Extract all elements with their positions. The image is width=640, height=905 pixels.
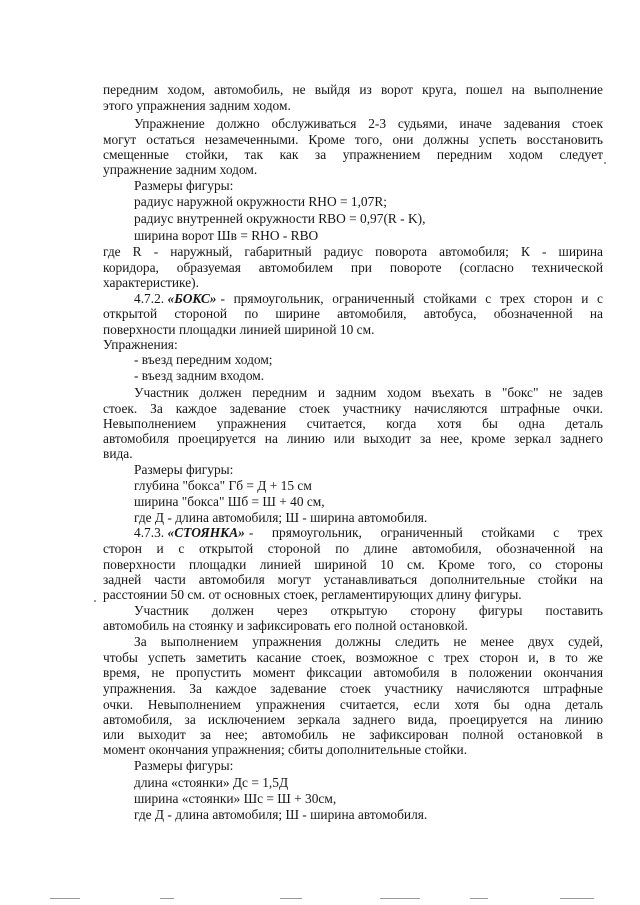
- text-line: задней части автомобиля могут устанавливаться дополнительные стойки на: [103, 572, 603, 587]
- text-line: радиус наружной окружности RНО = 1,07R;: [134, 194, 387, 209]
- scan-edge-mark: [160, 898, 174, 899]
- text-line: ширина «стоянки» Шс = Ш + 30см,: [134, 791, 337, 806]
- text-line: где Д - длина автомобиля; Ш - ширина автомобиля.: [134, 510, 428, 525]
- scan-edge-mark: [50, 898, 80, 899]
- text-line: время, не пропустить момент фиксации автомобиля в положении окончания: [103, 665, 603, 680]
- section-heading-box: [134, 291, 603, 307]
- scan-speck: [94, 600, 96, 602]
- text-line: поверхности площадки линией шириной 10 см. Кроме того, со стороны: [103, 557, 603, 572]
- text-line: глубина "бокса" Гб = Д + 15 см: [134, 478, 312, 493]
- scan-edge-mark: [280, 898, 302, 899]
- text-line: могут остаться незамеченными. Кроме того, они должны успеть восстановить: [103, 132, 603, 147]
- text-line: момент окончания упражнения; сбиты дополнительные стойки.: [103, 742, 468, 757]
- text-line: автомобиля, за исключением зеркала заднего вида, проецируется на линию: [103, 712, 603, 727]
- text-line: вида.: [103, 446, 133, 461]
- text-line: За выполнением упражнения должны следить не менее двух судей,: [134, 634, 603, 649]
- scan-edge-mark: [560, 898, 594, 899]
- scan-speck: [604, 162, 606, 164]
- text-line: автомобиль на стоянку и зафиксировать его полной остановкой.: [103, 618, 468, 633]
- text-line: коридора, образуемая автомобилем при повороте (согласно технической: [103, 260, 603, 275]
- text-line: Размеры фигуры:: [134, 758, 234, 773]
- text-line: смещенные стойки, так как за упражнением передним ходом следует: [103, 147, 603, 162]
- text-line: Упражнение должно обслуживаться 2-3 судьями, иначе задевания стоек: [134, 116, 603, 131]
- text-line: характеристике).: [103, 275, 199, 290]
- text-line: - въезд задним входом.: [134, 368, 265, 383]
- scan-edge-mark: [470, 898, 488, 899]
- text-line: Участник должен передним и задним ходом въехать в "бокс" не задев: [134, 385, 603, 400]
- section-number: 4.7.2.: [134, 291, 165, 306]
- text-line: Невыполнением упражнения считается, когда хотя бы одна деталь: [103, 416, 603, 431]
- text-line: ширина "бокса" Шб = Ш + 40 см,: [134, 494, 325, 509]
- text-line: ширина ворот Шв = RНО - RВО: [134, 228, 319, 243]
- text-line: упражнения. За каждое задевание стоек участнику начисляются штрафные: [103, 681, 603, 696]
- text-line: автомобиля проецируется на линию или выходит за нее, кроме зеркал заднего: [103, 431, 603, 446]
- section-title: «БОКС»: [167, 291, 217, 306]
- text-line: Упражнения:: [103, 337, 178, 352]
- text-line: поверхности площадки линией шириной 10 см.: [103, 322, 375, 337]
- text-line: или выходит за нее; автомобиль не зафиксирован полной остановкой в: [103, 727, 603, 742]
- text-line: - прямоугольник, ограниченный стойками с трех: [248, 525, 603, 540]
- text-line: сторон и с открытой стороной по длине автомобиля, обозначенной на: [103, 541, 603, 556]
- text-line: Участник должен через открытую сторону фигуры поставить: [134, 603, 603, 618]
- scan-edge-mark: [380, 898, 420, 899]
- text-line: чтобы успеть заметить касание стоек, возможное с трех сторон и, в то же: [103, 650, 603, 665]
- text-line: радиус внутренней окружности RВО = 0,97(R - K),: [134, 211, 426, 226]
- text-line: где Д - длина автомобиля; Ш - ширина автомобиля.: [134, 807, 428, 822]
- text-line: передним ходом, автомобиль, не выйдя из ворот круга, пошел на выполнение: [103, 82, 603, 97]
- section-title: «СТОЯНКА»: [167, 525, 245, 540]
- text-line: Размеры фигуры:: [134, 178, 234, 193]
- text-line: - въезд передним ходом;: [134, 352, 273, 367]
- text-line: стоек. За каждое задевание стоек участнику начисляются штрафные очки.: [103, 401, 603, 416]
- text-line: упражнение задним ходом.: [103, 162, 258, 177]
- text-line: - прямоугольник, ограниченный стойками с трех сторон и с: [220, 291, 603, 306]
- text-line: этого упражнения задним ходом.: [103, 98, 291, 113]
- section-number: 4.7.3.: [134, 525, 165, 540]
- text-line: длина «стоянки» Дс = 1,5Д: [134, 775, 289, 790]
- text-line: где R - наружный, габаритный радиус поворота автомобиля; К - ширина: [103, 244, 603, 259]
- text-line: расстоянии 50 см. от основных стоек, регламентирующих длину фигуры.: [103, 587, 522, 602]
- text-line: открытой стороной по ширине автомобиля, автобуса, обозначенной на: [103, 306, 603, 321]
- text-line: очки. Невыполнением упражнения считается, если хотя бы одна деталь: [103, 697, 603, 712]
- section-heading-parking: [134, 525, 603, 541]
- text-line: Размеры фигуры:: [134, 462, 234, 477]
